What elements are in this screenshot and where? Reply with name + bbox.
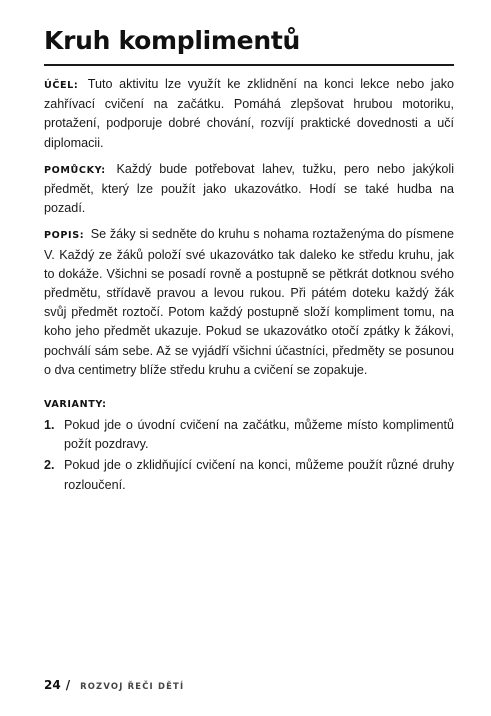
- variants-label: VARIANTY:: [44, 399, 107, 411]
- page-title: Kruh komplimentů: [44, 26, 300, 55]
- list-item-number: 1.: [44, 418, 55, 433]
- page-footer: [44, 678, 184, 692]
- description-label: POPIS:: [44, 230, 85, 242]
- purpose-label: ÚČEL:: [44, 80, 79, 91]
- description-paragraph: [44, 225, 454, 380]
- list-item: [44, 456, 454, 494]
- materials-label: POMŮCKY:: [44, 164, 106, 176]
- variants-list: [44, 416, 454, 495]
- variants-heading: [44, 394, 454, 414]
- list-item-number: 2.: [44, 458, 55, 473]
- materials-paragraph: [44, 160, 454, 219]
- activity-content: [44, 75, 454, 497]
- title-underline: [44, 64, 454, 66]
- materials-text: Každý bude potřebovat lahev, tužku, pero nebo jakýkoli předmět, který lze použít jako ukazovátko. Hodí se také hudba na pozadí.: [44, 161, 455, 216]
- description-text: Se žáky si sedněte do kruhu s nohama roztaženýma do písmene V. Každý ze žáků položí své ukazovátko tak daleko ke středu kruhu, jak to dokáže. Všichni se posadí rovně a postupně se pětkrát dotknou svého předmětu, střídavě pravou a levou rukou. Při pátém doteku každý žák svůj předmět roztočí. Potom každý postupně složí kompliment tomu, na koho jeho předmět ukazuje. Pokud se ukazovátko otočí zpátky k žákovi, pochválí sám sebe. Až se vyjádří všichni účastníci, předměty se posunou o dva centimetry blíže středu kruhu a cvičení se zopakuje.: [44, 227, 454, 377]
- list-item-text: Pokud jde o zklidňující cvičení na konci, můžeme použít různé druhy rozloučení.: [64, 458, 454, 492]
- list-item-text: Pokud jde o úvodní cvičení na začátku, můžeme místo komplimentů požít pozdravy.: [64, 418, 454, 452]
- purpose-text: Tuto aktivitu lze využít ke zklidnění na konci lekce nebo jako zahřívací cvičení na začátku. Pomáhá zlepšovat hrubou motoriku, protažení, podporuje dobré chování, rozvíjí praktické dovednosti a učí diplomacii.: [44, 77, 454, 150]
- purpose-paragraph: [44, 75, 454, 153]
- footer-separator: /: [65, 678, 71, 692]
- page-number: 24: [44, 678, 61, 692]
- list-item: [44, 416, 454, 454]
- running-book-title: ROZVOJ ŘEČI DĚTÍ: [80, 681, 185, 691]
